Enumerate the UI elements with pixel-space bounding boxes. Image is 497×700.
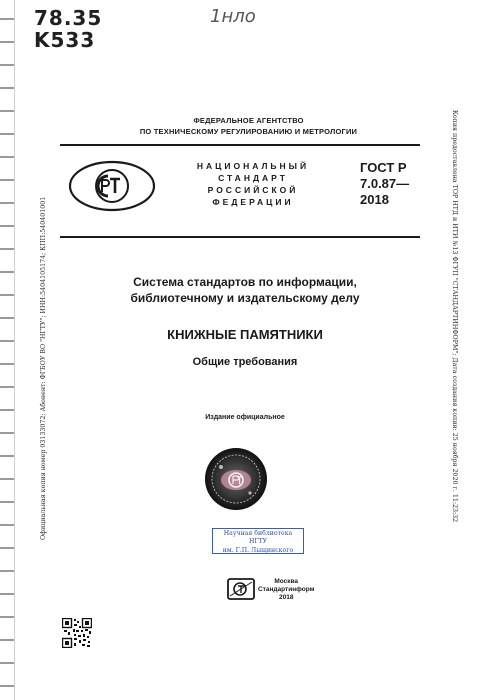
publisher-name: Стандартинформ — [258, 586, 315, 593]
publisher-info — [258, 578, 314, 602]
document-subtitle: Общие требования — [192, 356, 298, 368]
rst-logo-icon — [68, 160, 156, 212]
library-seal-icon — [204, 447, 268, 511]
national-standard-line-1: НАЦИОНАЛЬНЫЙ — [196, 161, 310, 171]
system-title-line-1: Система стандартов по информации, — [133, 275, 357, 289]
national-standard-line-4: ФЕДЕРАЦИИ — [212, 197, 294, 207]
gost-line-3: 2018 — [360, 192, 389, 207]
gost-line-1: ГОСТ Р — [360, 160, 407, 175]
publisher-year: 2018 — [278, 594, 294, 601]
gost-designation — [360, 160, 409, 208]
document-title: КНИЖНЫЕ ПАМЯТНИКИ — [167, 327, 323, 342]
publisher-city: Москва — [274, 578, 299, 585]
stamp-line-1: Научная библиотека — [223, 530, 293, 537]
library-stamp — [212, 528, 304, 554]
system-title-line-2: библиотечному и издательскому делу — [130, 291, 360, 305]
spiral-binding — [0, 0, 15, 700]
left-margin-copy-note: Официальная копия номер 03133072; Абонент: ФГБОУ ВО "НГТУ"; ИНН:5404105174; КПП:540401001 — [40, 196, 47, 540]
stamp-line-3: им. Г.П. Лыщинского — [222, 546, 294, 554]
handwritten-inventory-mark: 1нло — [210, 6, 256, 27]
gost-line-2: 7.0.87— — [360, 176, 410, 191]
agency-line-2: ПО ТЕХНИЧЕСКОМУ РЕГУЛИРОВАНИЮ И МЕТРОЛОГИИ — [139, 127, 358, 136]
top-rule — [60, 144, 420, 146]
handwritten-call-number-1: 78.35 — [34, 6, 103, 30]
national-standard-line-3: РОССИЙСКОЙ — [207, 185, 299, 195]
national-standard-line-2: СТАНДАРТ — [218, 173, 288, 183]
publisher-logo-icon — [227, 578, 255, 600]
qr-code-icon — [62, 618, 92, 648]
handwritten-call-number-2: K533 — [34, 28, 96, 52]
edition-label: Издание официальное — [205, 414, 285, 421]
right-margin-copy-note: Копия предоставлена ТОР НТД и ИТИ №13 ФГУП "СТАНДАРТИНФОРМ"; Дата создания копии: 25 ноября 2020 г. 11:23:32 — [451, 110, 458, 523]
national-standard-label — [188, 160, 318, 208]
agency-line-1: ФЕДЕРАЛЬНОЕ АГЕНТСТВО — [193, 116, 304, 125]
stamp-line-2: НГТУ — [248, 538, 268, 546]
bottom-rule — [60, 236, 420, 238]
